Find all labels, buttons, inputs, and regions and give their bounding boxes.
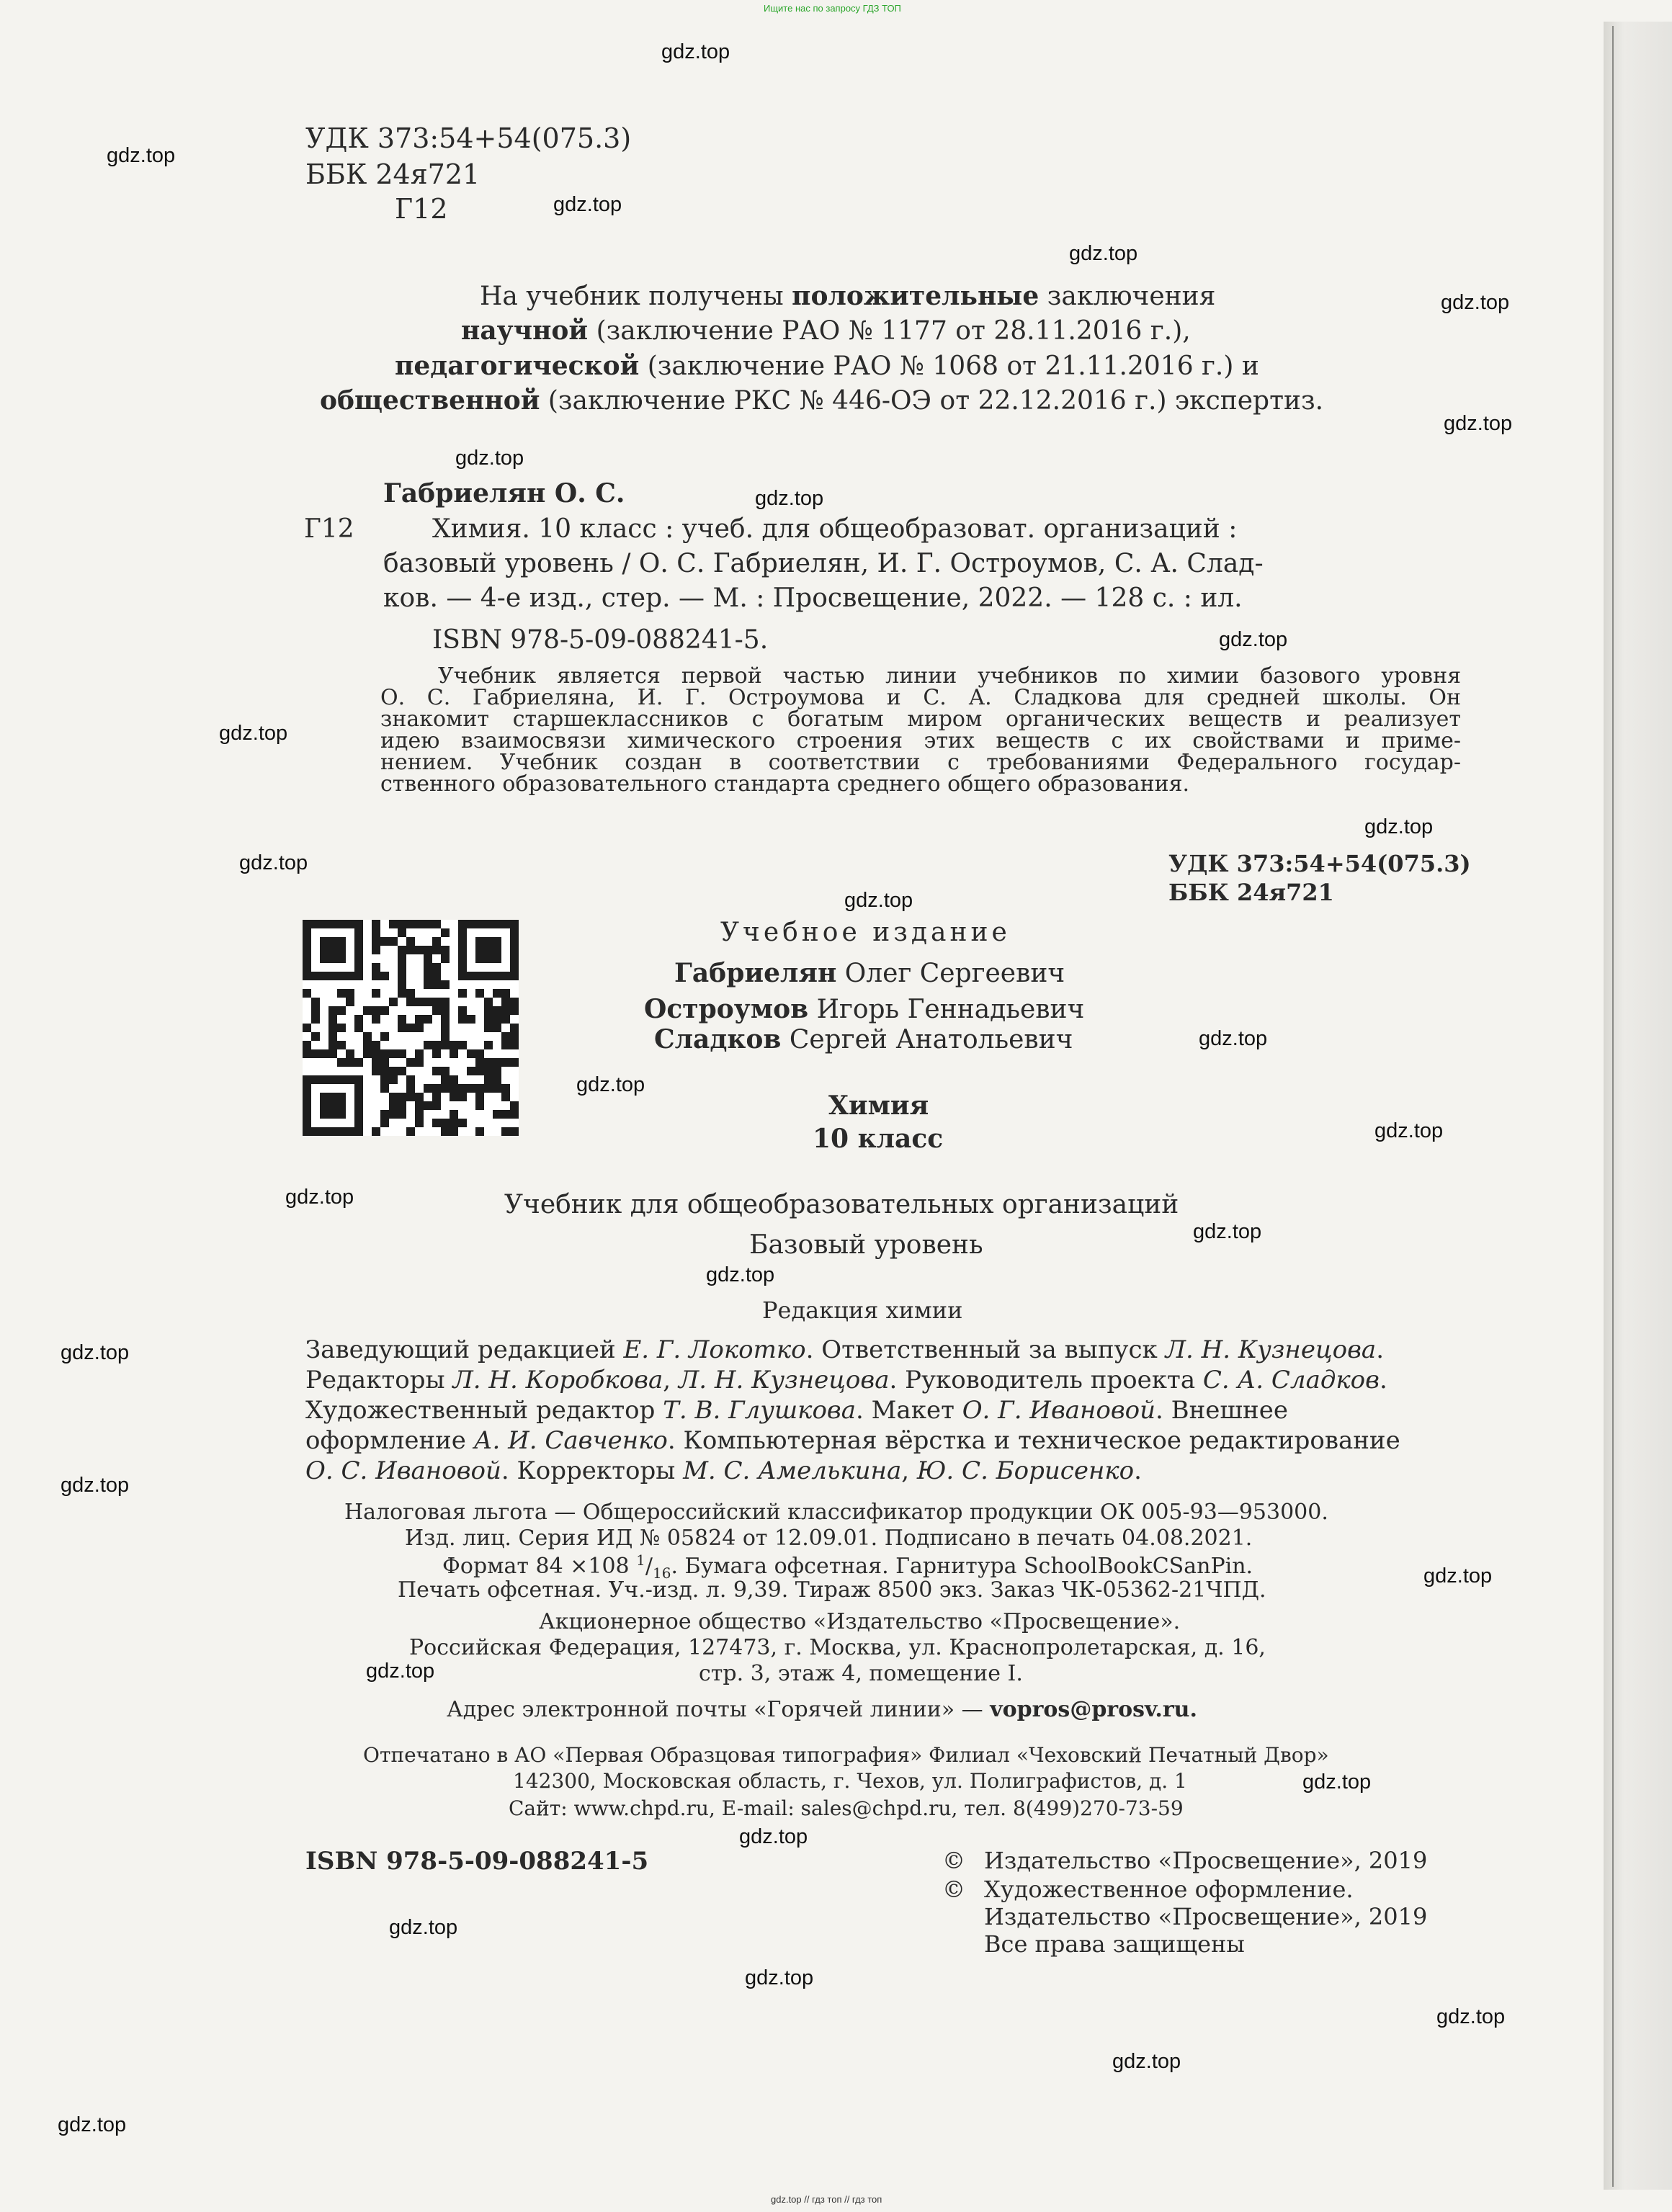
imprint-line-1: Налоговая льгота — Общероссийский классификатор продукции ОК 005-93—953000. [344,1500,1328,1525]
watermark: gdz.top [1112,2050,1181,2073]
bbk-header: ББК 24я721 [305,158,480,190]
reviews-line-3: педагогической (заключение РАО № 1068 от 21.11.2016 г.) и [395,351,1259,381]
watermark: gdz.top [219,722,288,745]
watermark: gdz.top [755,487,824,510]
watermark: gdz.top [1364,815,1434,838]
author-2: Остроумов Игорь Геннадьевич [644,994,1085,1024]
watermark: gdz.top [553,193,622,216]
annotation-line: нением. Учебник создан в соответствии с требованиями Федерального государ- [380,750,1461,775]
watermark: gdz.top [739,1825,808,1848]
watermark: gdz.top [1193,1220,1262,1243]
imprint-line-6: Российская Федерация, 127473, г. Москва, ул. Краснопролетарская, д. 16, [409,1635,1266,1660]
copyright-symbol-1: © [942,1847,965,1874]
watermark: gdz.top [239,851,308,874]
author-sign-header: Г12 [395,193,448,225]
copyright-symbol-2: © [942,1876,965,1903]
staff-line-2: Редакторы Л. Н. Коробкова, Л. Н. Кузнецова. Руководитель проекта С. А. Сладков. [305,1366,1387,1394]
book-level: Базовый уровень [749,1230,983,1260]
watermark: gdz.top [706,1263,775,1286]
staff-line-5: О. С. Ивановой. Корректоры М. С. Амелькина, Ю. С. Борисенко. [305,1456,1142,1485]
printer-line-2: 142300, Московская область, г. Чехов, ул. Полиграфистов, д. 1 [513,1769,1187,1793]
book-subtitle: Учебник для общеобразовательных организаций [504,1190,1179,1219]
watermark: gdz.top [61,1341,130,1364]
watermark: gdz.top [1302,1770,1372,1794]
copyright-2: Художественное оформление. [984,1876,1354,1903]
reviews-line-1: На учебник получены положительные заключения [480,281,1216,311]
imprint-line-4: Печать офсетная. Уч.-изд. л. 9,39. Тираж 8500 экз. Заказ ЧК-05362-21ЧПД. [398,1577,1266,1603]
edition-type: Учебное издание [720,918,1011,947]
watermark: gdz.top [1423,1564,1493,1588]
book-grade: 10 класс [813,1124,944,1154]
copyright-3: Издательство «Просвещение», 2019 [984,1903,1428,1930]
catalog-line-2: базовый уровень / О. С. Габриелян, И. Г. Остроумов, С. А. Слад- [383,549,1264,578]
watermark: gdz.top [1069,242,1138,265]
watermark: gdz.top [61,1474,130,1497]
annotation-line: ственного образовательного стандарта среднего общего образования. [380,771,1190,797]
bbk-footer: ББК 24я721 [1168,879,1334,906]
imprint-line-7: стр. 3, этаж 4, помещение I. [699,1661,1023,1686]
staff-line-1: Заведующий редакцией Е. Г. Локотко. Ответственный за выпуск Л. Н. Кузнецова. [305,1335,1385,1364]
department: Редакция химии [762,1297,963,1324]
watermark: gdz.top [107,144,176,167]
imprint-line-3: Формат 84 ×108 $^1/_{16}$. Бумага офсетная. Гарнитура SchoolBookCSanPin. [442,1551,1253,1582]
annotation-line: Учебник является первой частью линии учебников по химии базового уровня [438,663,1461,689]
watermark: gdz.top [1444,412,1513,435]
footer-isbn: ISBN 978-5-09-088241-5 [305,1847,649,1876]
qr-code [303,920,519,1136]
printer-line-1: Отпечатано в АО «Первая Образцовая типография» Филиал «Чеховский Печатный Двор» [363,1743,1329,1767]
watermark: gdz.top [58,2113,127,2136]
author-3: Сладков Сергей Анатольевич [654,1024,1073,1054]
udk-footer: УДК 373:54+54(075.3) [1168,850,1471,877]
catalog-isbn: ISBN 978-5-09-088241-5. [432,625,769,655]
annotation-line: О. С. Габриеляна, И. Г. Остроумова и С. А. Сладкова для средней школы. Он [380,685,1461,710]
watermark: gdz.top [576,1073,645,1096]
copyright-1: Издательство «Просвещение», 2019 [984,1847,1428,1874]
staff-line-3: Художественный редактор Т. В. Глушкова. Макет О. Г. Ивановой. Внешнее [305,1396,1288,1425]
copyright-4: Все права защищены [984,1930,1245,1958]
reviews-line-2: научной (заключение РАО № 1177 от 28.11.2016 г.), [461,315,1191,346]
annotation [380,663,1461,797]
watermark: gdz.top [366,1660,435,1683]
watermark: gdz.top [1199,1027,1268,1050]
top-note: Ищите нас по запросу ГДЗ ТОП [764,3,901,14]
catalog-author: Габриелян О. С. [383,478,625,509]
watermark: gdz.top [661,40,730,63]
catalog-line-3: ков. — 4-е изд., стер. — М. : Просвещение, 2022. — 128 с. : ил. [383,583,1243,613]
page-edge [1604,22,1672,2190]
watermark: gdz.top [285,1186,354,1209]
printer-line-3: Сайт: www.chpd.ru, E-mail: sales@chpd.ru, тел. 8(499)270-73-59 [509,1796,1184,1820]
staff-line-4: оформление А. И. Савченко. Компьютерная вёрстка и техническое редактирование [305,1426,1400,1455]
imprint-line-5: Акционерное общество «Издательство «Просвещение». [539,1609,1181,1634]
reviews-line-4: общественной (заключение РКС № 446-ОЭ от 22.12.2016 г.) экспертиз. [320,385,1324,416]
annotation-line: знакомит старшеклассников с богатым миром органических веществ и реализует [380,707,1461,732]
watermark: gdz.top [1441,291,1510,314]
udk-header: УДК 373:54+54(075.3) [305,122,632,154]
watermark: gdz.top [1374,1119,1444,1142]
book-title: Химия [828,1091,929,1121]
watermark: gdz.top [1219,628,1288,651]
bottom-note: gdz.top // гдз топ // гдз топ [771,2194,882,2205]
page-edge-line [1612,26,1614,2187]
author-1: Габриелян Олег Сергеевич [674,958,1065,988]
catalog-sign: Г12 [304,514,354,544]
imprint-line-8: Адрес электронной почты «Горячей линии» — vopros@prosv.ru. [447,1697,1197,1722]
imprint-line-2: Изд. лиц. Серия ИД № 05824 от 12.09.01. Подписано в печать 04.08.2021. [405,1526,1253,1551]
annotation-line: идею взаимосвязи химического строения этих веществ с их свойствами и приме- [380,728,1461,753]
watermark: gdz.top [1436,2005,1506,2028]
watermark: gdz.top [745,1966,814,1989]
watermark: gdz.top [389,1916,458,1939]
watermark: gdz.top [844,889,913,912]
catalog-line-1: Химия. 10 класс : учеб. для общеобразоват. организаций : [432,514,1238,544]
watermark: gdz.top [455,447,524,470]
